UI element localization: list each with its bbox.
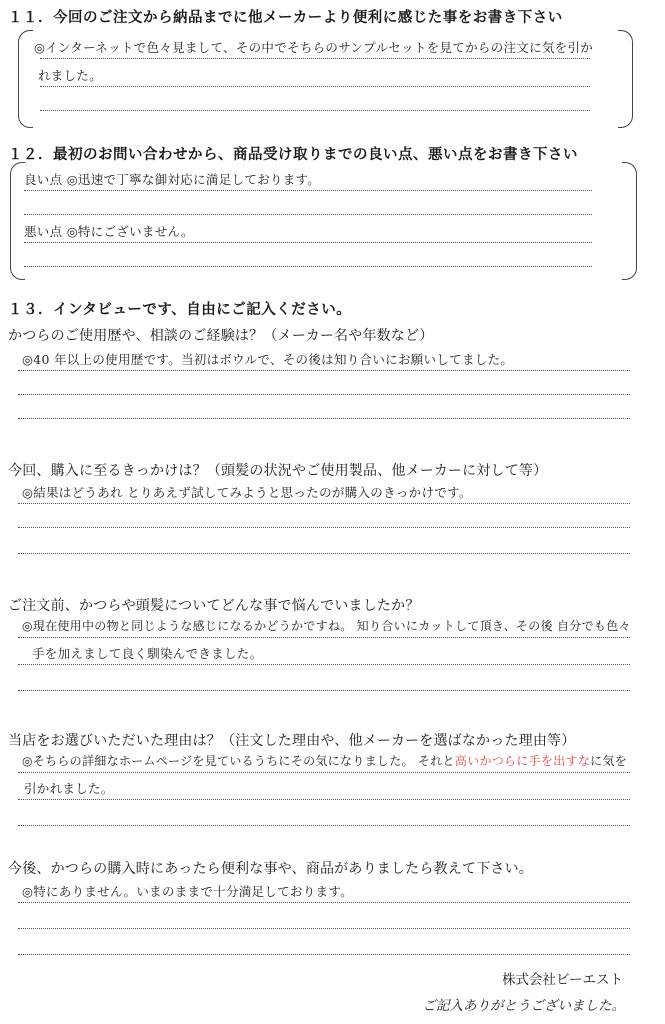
answer-rule [18,527,630,528]
q12-good-label: 良い点 [24,172,63,187]
answer-rule [18,928,630,929]
answer-rule [18,902,630,903]
answer-rule [18,772,630,773]
q13-reason-answer-part-b: に気を [590,754,628,768]
q12-bad-answer: ◎特にございません。 [66,224,194,239]
q13-reason-answer-part-a: ◎そちらの詳細なホームページを見ているうちにその気になりました。 それと [22,754,455,768]
q12-bad-label: 悪い点 [24,224,63,239]
q13-worries-answer-line-2: 手を加えまして良く馴染んできました。 [32,646,263,661]
q13-reason-question: 当店をお選びいただいた理由は？（注文した理由や、他メーカーを選ばなかった理由等） [8,733,576,749]
q12-bracket-left [10,162,25,280]
q11-answer-line-2: れました。 [38,68,103,83]
q11-answer-line-1: ◎インターネットで色々見まして、その中でそちらのサンプルセットを見てからの注文に気を引か [34,40,594,55]
answer-rule [40,58,590,59]
answer-rule [18,418,630,419]
q13-worries-question: ご注文前、かつらや頭髪についてどんな事で悩んでいましたか？ [8,598,420,614]
q13-reason-answer-highlight: 高いかつらに手を出すな [454,754,591,768]
answer-rule [18,370,630,371]
answer-rule [24,214,592,215]
answer-rule [24,266,592,267]
q13-reason-answer-line-1 [22,752,627,769]
answer-rule [18,825,630,826]
q11-heading: １１．今回のご注文から納品までに他メーカーより便利に感じた事をお書き下さい [8,10,563,26]
answer-rule [40,86,590,87]
answer-rule [40,110,590,111]
answer-rule [18,394,630,395]
answer-rule [18,637,630,638]
answer-rule [24,190,592,191]
q13-reason-answer-line-2: 引かれました。 [24,781,114,796]
q12-good-row [24,170,320,188]
q12-heading: １２．最初のお問い合わせから、商品受け取りまでの良い点、悪い点をお書き下さい [8,147,578,163]
q11-bracket-right [618,30,633,128]
thank-you-note: ご記入ありがとうございました。 [422,998,625,1014]
company-name: 株式会社ビーエスト [502,972,623,988]
q13-future-question: 今後、かつらの購入時にあったら便利な事や、商品がありましたら教えて下さい。 [8,861,533,877]
answer-rule [24,242,592,243]
answer-rule [18,503,630,504]
q11-bracket-left [18,30,33,128]
answer-rule [18,553,630,554]
q13-history-answer: ◎40 年以上の使用歴です。当初はボウルで、その後は知り合いにお願いしてました。 [22,352,514,367]
q13-trigger-answer: ◎結果はどうあれ とりあえず試してみようと思ったのが購入のきっかけです。 [22,485,472,500]
q13-trigger-question: 今回、購入に至るきっかけは？（頭髪の状況やご使用製品、他メーカーに対して等） [8,463,548,479]
q12-bracket-right [622,162,637,280]
q13-history-question: かつらのご使用歴や、相談のご経験は？（メーカー名や年数など） [8,328,434,344]
answer-rule [18,664,630,665]
q12-good-answer: ◎迅速で丁寧な御対応に満足しております。 [66,172,321,187]
answer-rule [18,954,630,955]
q13-future-answer: ◎特にありません。いまのままで十分満足しております。 [22,884,353,899]
q12-bad-row [24,222,194,240]
q13-heading: １３．インタビューです、自由にご記入ください。 [8,302,352,318]
q13-worries-answer-line-1: ◎現在使用中の物と同じような感じになるかどうかですね。 知り合いにカットして頂き、その後 自分でも色々 [22,619,631,633]
answer-rule [18,690,630,691]
answer-rule [18,799,630,800]
